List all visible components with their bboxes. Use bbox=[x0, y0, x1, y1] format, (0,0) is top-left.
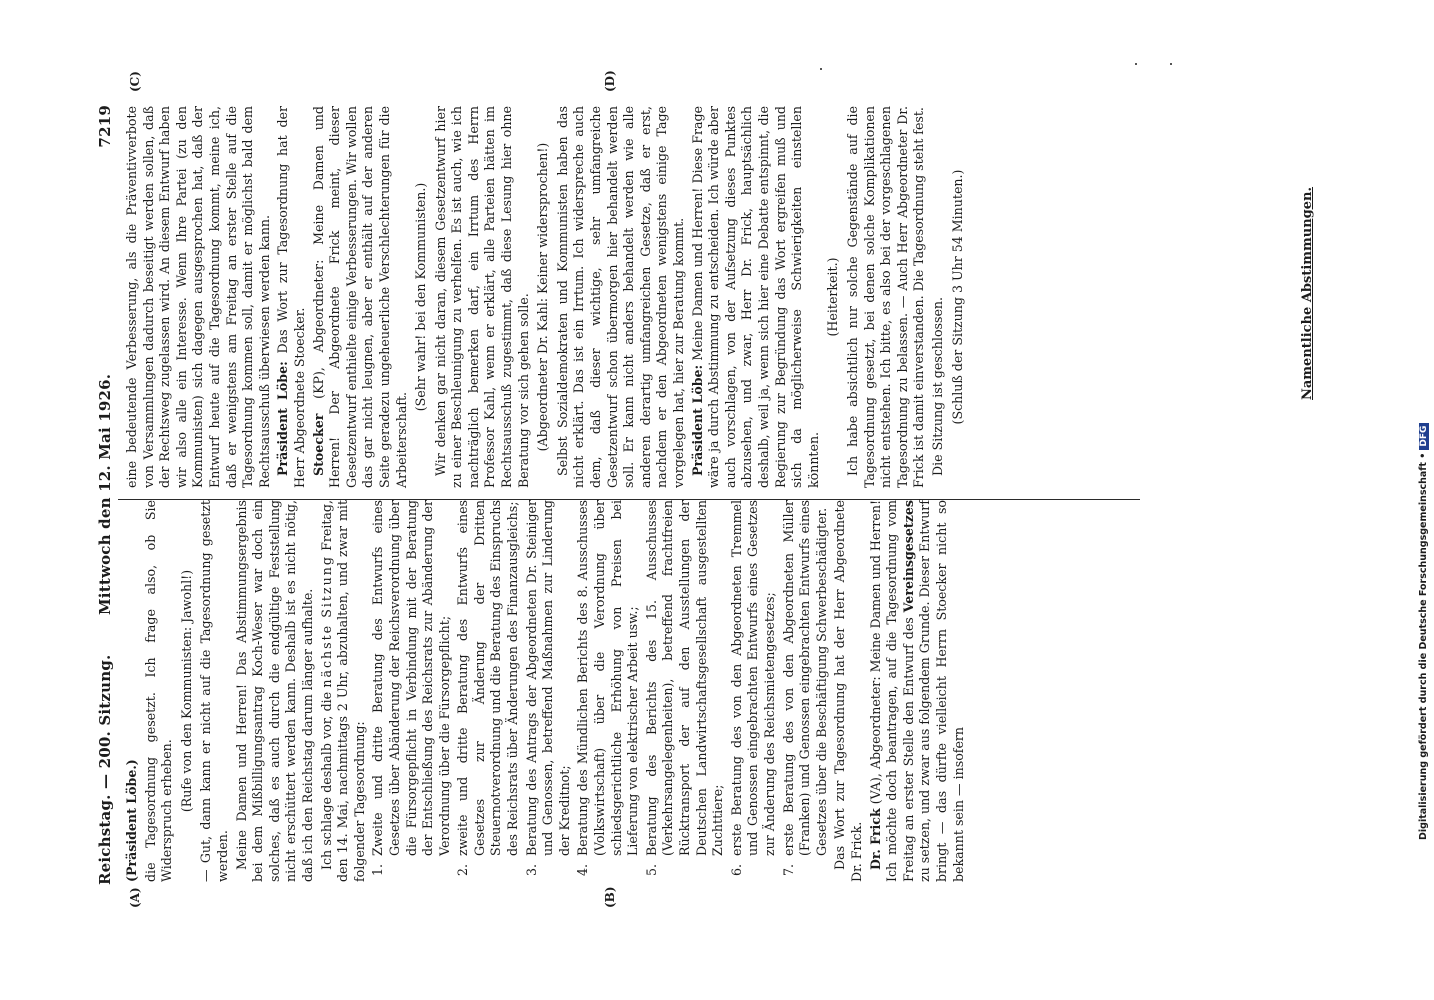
speaker-label: (Präsident Löbe.) bbox=[124, 759, 139, 882]
dfg-logo-badge: DFG bbox=[1419, 423, 1429, 450]
paragraph: Meine Damen und Herren! Das Abstimmungsergebnis bei dem Mißbilligungsantrag Koch-Weser war doch ein solches, daß es auch durch die endgültige Feststellung nicht erschüttert werden kann. Deshalb ist es nicht nötig, daß ich den Reichstag darum länger aufhalte. bbox=[233, 500, 315, 882]
agenda-item-number: 7. bbox=[780, 863, 796, 876]
text-fragment: Freitag, den 14. Mai, nachmittags 2 Uhr, abzuhalten, und zwar mit folgender Tagesordnung: bbox=[318, 500, 367, 882]
margin-marker-b: (B) bbox=[603, 886, 617, 908]
agenda-item bbox=[781, 500, 831, 882]
agenda-item-number: 1. bbox=[370, 863, 386, 876]
interjection: (Abgeordneter Dr. Kahl: Keiner widersprochen!) bbox=[535, 142, 551, 452]
paragraph: Ich habe absichtlich nur solche Gegenstände auf die Tagesordnung gesetzt, bei denen solche Komplikationen nicht entstehen. Ich bitte, es also bei der vorgeschlagenen Tagesordnung zu belassen. — Auch Herr Abgeordneter Dr. Frick ist damit einverstanden. Die Tagesordnung steht fest. bbox=[844, 106, 927, 488]
paragraph-next-session bbox=[319, 500, 369, 882]
agenda-item bbox=[729, 500, 779, 882]
agenda-item-text: Beratung des Berichts des 15. Ausschusses (Verkehrsangelegenheiten), betreffend frachtfreien Rücktransport der auf den Ausstellungen der Deutschen Landwirtschaftsgesellschaft ausgestellten Zuchttiere; bbox=[643, 500, 726, 856]
agenda-item-text: erste Beratung des von den Abgeordneten Müller (Franken) und Genossen eingebrachten Entwurfs eines Gesetzes über die Beschäftigung Schwerbeschädigter. bbox=[780, 500, 829, 856]
speaker-name: Präsident Löbe: bbox=[689, 364, 705, 476]
paragraph: Das Wort zur Tagesordnung hat der Herr Abgeordnete Dr. Frick. bbox=[832, 500, 864, 882]
speech-stoecker bbox=[311, 106, 411, 488]
text-fragment: Meine Damen und Herren! Diese Frage wäre ja durch Abstimmung zu entscheiden. Ich würde aber auch vorschlagen, von der Aufsetzung dieses Punktes abzusehen, und zwar, Herr Dr. Frick, hauptsächlich deshalb, weil ja, wenn sich hier eine Debatte entspinnt, die Regierung zur Begründung das Wort ergreifen muß und sich da möglicherweise Schwierigkeiten einstellen könnten. bbox=[689, 106, 821, 488]
paragraph: Selbst Sozialdemokraten und Kommunisten haben das nicht erklärt. Das ist ein Irrtum. Ich widerspreche auch dem, daß dieser wichtige, sehr umfangreiche Gesetzentwurf schon übermorgen hier behandelt werden soll. Er kann nicht anders behandelt werden wie alle anderen derartig umfangreichen Gesetze, daß er erst, nachdem er den Abgeordneten wenigstens einige Tage vorgelegen hat, hier zur Beratung kommt. bbox=[554, 106, 686, 488]
text-fragment: Das Wort zur Tagesordnung hat der Herr Abgeordnete Stoecker. bbox=[275, 106, 307, 488]
text-fragment: zu setzen, und zwar aus folgendem Grunde. Dieser Entwurf bringt — das dürfte vielleicht Herrn Stoecker nicht so bekannt sein — insofern bbox=[917, 500, 966, 882]
margin-marker-a: (A) bbox=[128, 887, 142, 908]
speaker-name: Präsident Löbe: bbox=[275, 361, 291, 476]
agenda-item bbox=[575, 500, 641, 882]
agenda-item-number: 3. bbox=[523, 863, 539, 876]
agenda-item-text: Beratung des Antrags der Abgeordneten Dr. Steiniger und Genossen, betreffend Maßnahmen zur Linderung der Kreditnot; bbox=[523, 500, 572, 856]
speaker-name: Dr. Frick bbox=[867, 808, 883, 870]
scan-speck bbox=[1170, 63, 1172, 65]
agenda-item-number: 2. bbox=[455, 863, 471, 876]
agenda-item bbox=[370, 500, 453, 882]
text-fragment: Ich schlage deshalb vor, die bbox=[318, 691, 334, 870]
scan-speck bbox=[1135, 63, 1137, 65]
agenda-item bbox=[524, 500, 574, 882]
scan-speck bbox=[820, 68, 822, 70]
right-column bbox=[124, 106, 969, 488]
speaker-name: Stoecker bbox=[310, 413, 326, 476]
speech-frick bbox=[868, 500, 968, 882]
speech-loebe bbox=[690, 106, 823, 488]
agenda-item-number: 6. bbox=[728, 863, 744, 876]
page-number: 7219 bbox=[96, 105, 114, 148]
running-head-date: Mittwoch den 12. Mai 1926. bbox=[96, 373, 114, 615]
agenda-item bbox=[644, 500, 727, 882]
agenda-item bbox=[455, 500, 521, 882]
paragraph: Die Sitzung ist geschlossen. bbox=[929, 296, 945, 476]
spaced-emphasis: nächste Sitzung bbox=[318, 555, 334, 688]
credit-text: Digitalisierung gefördert durch die Deutsche Forschungsgemeinschaft • bbox=[1418, 452, 1429, 840]
digitization-credit bbox=[1418, 423, 1429, 840]
bold-term: Vereinsgesetzes bbox=[900, 500, 916, 613]
text-fragment: (KP), Abgeordneter: Meine Damen und Herren! Der Abgeordnete Frick meint, dieser Gesetzentwurf enthielte einige Verbesserungen. Wir wollen das gar nicht leugnen, aber er enthält auf der anderen Seite geradezu ungeheuerliche Verschlechterungen für die Arbeiterschaft. bbox=[310, 106, 409, 488]
speech-loebe bbox=[275, 106, 308, 488]
margin-marker-c: (C) bbox=[128, 71, 142, 92]
agenda-item-number: 5. bbox=[643, 863, 659, 876]
agenda-item-number: 4. bbox=[575, 863, 591, 876]
paragraph: eine bedeutende Verbesserung, als die Präventivverbote von Versammlungen dadurch beseitigt werden sollen, daß der Rechtsweg zugelassen wird. An diesem Entwurf haben wir also alle ein Interesse. Wenn Ihre Partei (zu den Kommunisten) sich dagegen ausgesprochen hat, daß der Entwurf heute auf die Tagesordnung kommt, meine ich, daß er wenigstens am Freitag an erster Stelle auf die Tagesordnung kommen soll, damit er möglichst bald dem Rechtsausschuß überwiesen werden kann. bbox=[124, 106, 272, 488]
left-column bbox=[124, 500, 969, 882]
agenda-item-text: Beratung des Mündlichen Berichts des 8. Ausschusses (Volkswirtschaft) über die Verordnung über schiedsgerichtliche Erhöhung von Preisen bei Lieferung von elektrischer Arbeit usw.; bbox=[575, 500, 641, 856]
margin-marker-d: (D) bbox=[603, 70, 617, 92]
running-head-left: Reichstag. — 200. Sitzung. bbox=[96, 654, 114, 885]
interjection: (Sehr wahr! bei den Kommunisten.) bbox=[413, 182, 429, 412]
agenda-item-text: zweite und dritte Beratung des Entwurfs eines Gesetzes zur Änderung der Dritten Steuernotverordnung und die Beratung des Einspruchs des Reichsrats über Änderungen des Finanzausgleichs; bbox=[455, 500, 521, 856]
interjection: (Rufe von den Kommunisten: Jawohl!) bbox=[178, 569, 194, 813]
closing-note: (Schluß der Sitzung 3 Uhr 54 Minuten.) bbox=[949, 169, 965, 425]
agenda-list bbox=[370, 500, 830, 882]
paragraph: — Gut, dann kann er nicht auf die Tagesordnung gesetzt werden. bbox=[198, 500, 230, 882]
section-heading: Namentliche Abstimmungen. bbox=[1300, 186, 1315, 400]
paragraph: die Tagesordnung gesetzt. Ich frage also, ob Sie Widerspruch erheben. bbox=[142, 500, 175, 882]
interjection: (Heiterkeit.) bbox=[825, 257, 841, 337]
text-fragment: (VA), Abgeordneter: Meine Damen und Herren! Ich möchte doch beantragen, auf die Tagesordnung vom Freitag an erster Stelle den Entwurf des bbox=[867, 499, 916, 882]
agenda-item-text: Zweite und dritte Beratung des Entwurfs eines Gesetzes über Abänderung der Reichsverordnung über die Fürsorgepflicht in Verbindung mit der Beratung der Entschließung des Reichsrats zur Abänderung der Verordnung über die Fürsorgepflicht; bbox=[370, 500, 452, 856]
paragraph: Wir denken gar nicht daran, diesem Gesetzentwurf hier zu einer Beschleunigung zu verhelfen. Es ist auch, wie ich nachträglich bemerken darf, ein Irrtum des Herrn Professor Kahl, wenn er erklärt, alle Parteien hätten im Rechtsausschuß zugestimmt, daß diese Lesung hier ohne Beratung vor sich gehen solle. bbox=[432, 106, 531, 488]
agenda-item-text: erste Beratung des von den Abgeordneten Tremmel und Genossen eingebrachten Entwurfs eines Gesetzes zur Änderung des Reichsmietengesetzes; bbox=[728, 500, 777, 856]
